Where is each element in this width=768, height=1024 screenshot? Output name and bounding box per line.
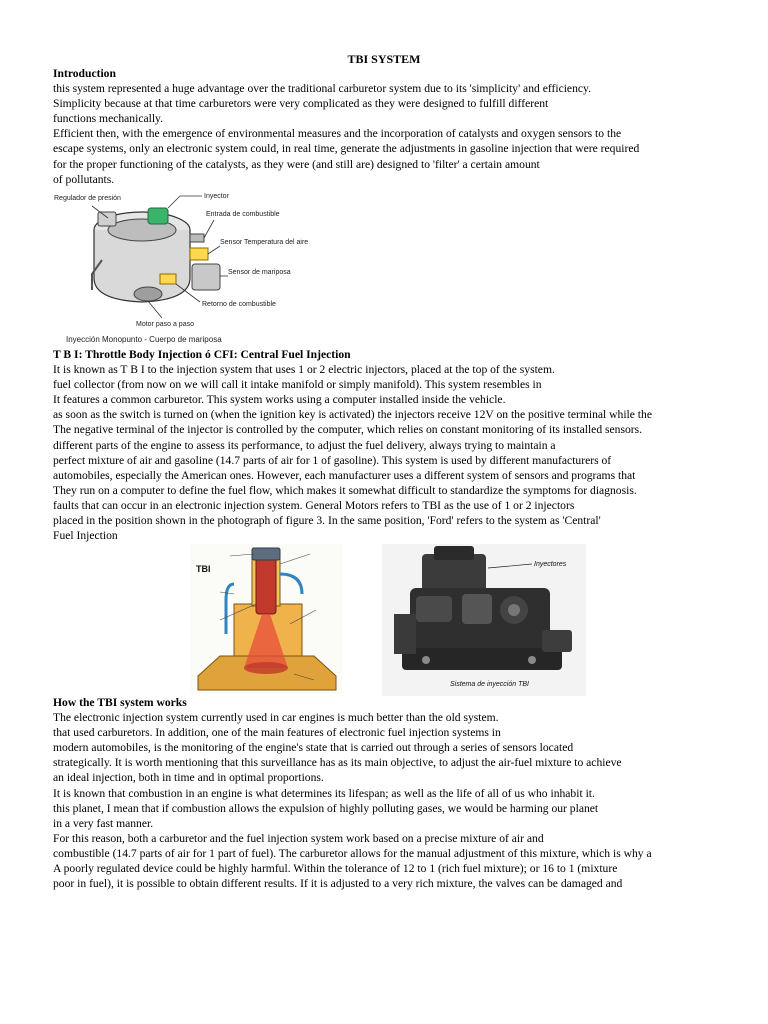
intro-line: of pollutants. [53, 172, 115, 186]
tbi-line: The negative terminal of the injector is controlled by the computer, which relies on constant monitoring of its installed sensors. [53, 423, 643, 437]
label-fuel-inlet: Entrada de combustible [206, 211, 280, 218]
how-line: modern automobiles, is the monitoring of the engine's state that is carried out through a series of sensors located [53, 741, 574, 755]
tbi-line: automobiles, especially the American ones. However, each manufacturer uses a different system of sensors and programs that [53, 468, 636, 482]
document-title: TBI SYSTEM [347, 52, 421, 66]
figure3-injectors-label: Inyectores [534, 561, 567, 568]
how-line: For this reason, both a carburetor and the fuel injection system work based on a precise mixture of air and [53, 831, 544, 845]
label-fuel-return: Retorno de combustible [202, 301, 276, 308]
tbi-line: They run on a computer to define the fuel flow, which makes it somewhat difficult to standardize the symptoms for diagnosis. [53, 483, 637, 497]
how-line: this planet, I mean that if combustion allows the expulsion of highly polluting gases, we would be harming our planet [53, 801, 599, 815]
how-heading: How the TBI system works [53, 696, 187, 709]
how-section [53, 695, 733, 891]
intro-heading: Introduction [53, 67, 116, 80]
intro-line: Simplicity because at that time carburetors were very complicated as they were designed to fulfill different [53, 97, 549, 111]
tbi-line: It is known as T B I to the injection system that uses 1 or 2 electric injectors, placed at the top of the system. [53, 363, 555, 377]
tbi-line: fuel collector (from now on we will call it intake manifold or simply manifold). This system resembles in [53, 378, 542, 392]
figure2-label: TBI [196, 564, 211, 574]
intro-line: for the proper functioning of the catalysts, as they were (and still are) designed to 'filter' a certain amount [53, 157, 540, 171]
tbi-line: different parts of the engine to assess its performance, to adjust the fuel delivery, always trying to maintain a [53, 438, 556, 452]
tbi-cutaway-illustration [190, 544, 342, 694]
intro-line: Efficient then, with the emergence of environmental measures and the incorporation of catalysts and oxygen sensors to the [53, 127, 622, 141]
tbi-photo [382, 544, 586, 696]
intro-line: functions mechanically. [53, 112, 163, 126]
how-line: poor in fuel), it is possible to obtain different results. If it is adjusted to a very rich mixture, the valves can be damaged and [53, 877, 623, 891]
figure1-caption: Inyección Monopunto - Cuerpo de mariposa [66, 335, 222, 344]
label-throttle-sensor: Sensor de mariposa [228, 269, 291, 276]
intro-line: this system represented a huge advantage over the traditional carburetor system due to its 'simplicity' and efficiency. [53, 82, 591, 96]
how-line: strategically. It is worth mentioning that this surveillance has as its main objective, to adjust the air-fuel mixture to achieve [53, 756, 622, 770]
label-regulator: Regulador de presión [54, 195, 121, 202]
how-line: that used carburetors. In addition, one of the main features of electronic fuel injection systems in [53, 726, 501, 740]
tbi-line: perfect mixture of air and gasoline (14.7 parts of air for 1 of gasoline). This system is used by different manufacturers of [53, 453, 612, 467]
tbi-line: placed in the position shown in the photograph of figure 3. In the same position, 'Ford' refers to the system as 'Central' [53, 514, 601, 528]
how-line: an ideal injection, both in time and in optimal proportions. [53, 771, 324, 785]
how-line: in a very fast manner. [53, 816, 154, 830]
throttle-body-diagram [52, 190, 309, 346]
label-step-motor: Motor paso a paso [136, 321, 194, 328]
tbi-line: Fuel Injection [53, 529, 118, 543]
label-air-temp-sensor: Sensor Temperatura del aire [220, 239, 309, 246]
intro-line: escape systems, only an electronic system could, in real time, generate the adjustments in gasoline injection that were required [53, 142, 640, 156]
how-line: A poorly regulated device could be highly harmful. Within the tolerance of 12 to 1 (rich fuel mixture); or 16 to 1 (mixture [53, 862, 618, 876]
label-injector: Inyector [204, 193, 229, 200]
intro-section [53, 66, 733, 187]
how-line: The electronic injection system currently used in car engines is much better than the old system. [53, 711, 499, 725]
how-line: combustible (14.7 parts of air for 1 part of fuel). The carburetor allows for the manual adjustment of this mixture, which is why a [53, 846, 652, 860]
how-line: It is known that combustion in an engine is what determines its lifespan; as well as the life of all of us who inhabit it. [53, 786, 595, 800]
tbi-line: It features a common carburetor. This system works using a computer installed inside the vehicle. [53, 393, 506, 407]
tbi-line: faults that can occur in an electronic injection system. General Motors refers to TBI as the use of 1 or 2 injectors [53, 498, 575, 512]
tbi-heading: T B I: Throttle Body Injection ó CFI: Central Fuel Injection [53, 348, 351, 361]
figure3-caption: Sistema de inyección TBI [450, 681, 529, 688]
tbi-section [53, 347, 733, 543]
tbi-line: as soon as the switch is turned on (when the ignition key is activated) the injectors receive 12V on the positive terminal while the [53, 408, 652, 422]
